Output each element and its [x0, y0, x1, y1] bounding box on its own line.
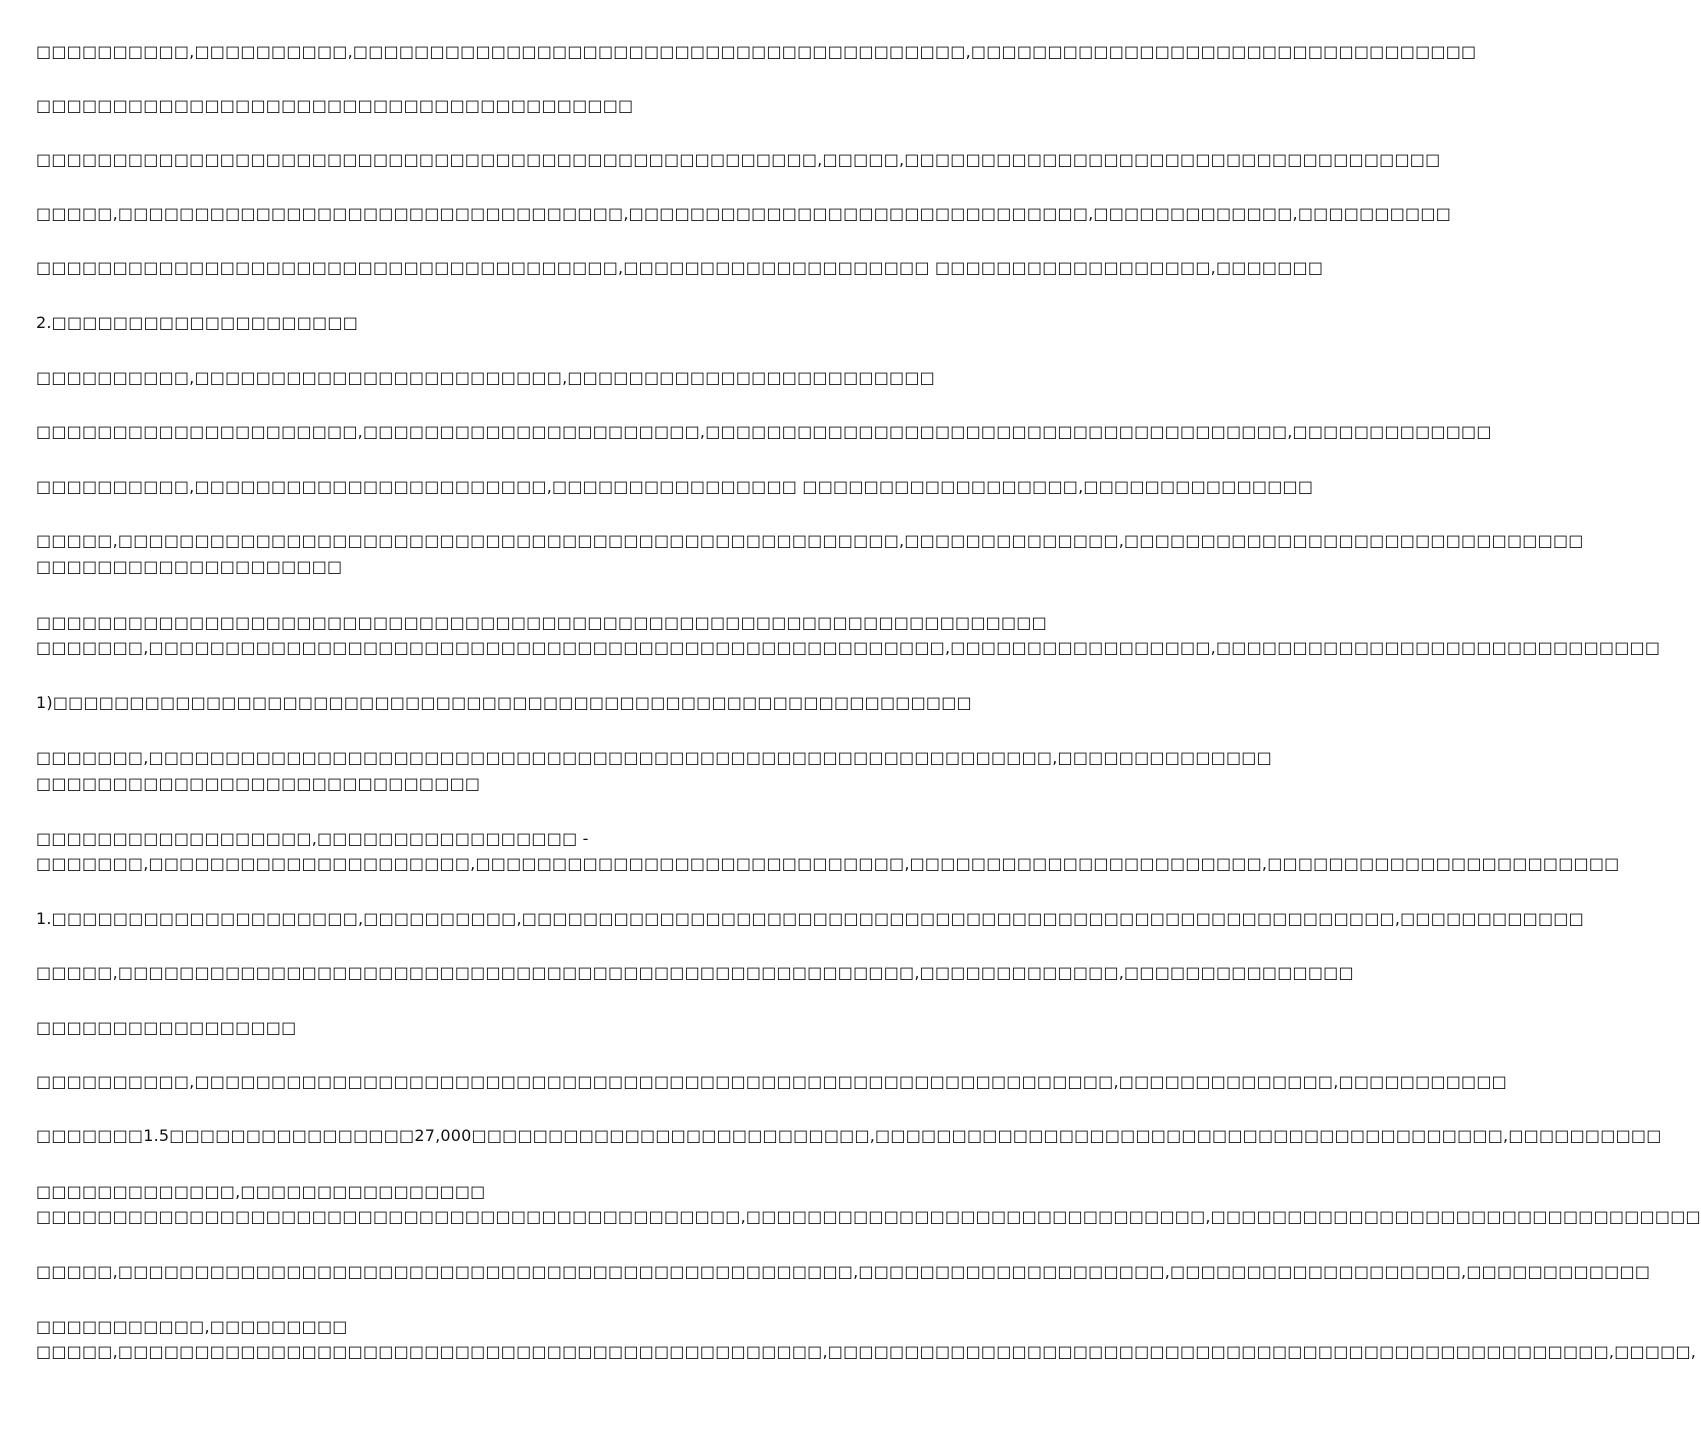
text-line: □□□□□□□□□□,□□□□□□□□□□□□□□□□□□□□□□□□□□□□□□□□□□□□□□□□□□□□□□□□□□□□□□□□□□□□,□□□□□□□□□□□□□□,□□□□□□□□□□□	[36, 1072, 1507, 1091]
text-line: □□□□□□□□□□□□□□□□□□□□□□□□□□□□□□□□□□□□□□□□□□□□□□□□□□□□□□□□□□□□□□□□□□	[36, 613, 1047, 632]
text-line: □□□□□□□□□□□□□□□□□□□□□□□□□□□□□□□□□□□□□□□□□□□□□□,□□□□□□□□□□□□□□□□□□□□□□□□□□□□□□,□□□□□□□□□□□□□□□□□□□□□□□□□□□□□□□□	[36, 1207, 1701, 1226]
text-line: □□□□□□□,□□□□□□□□□□□□□□□□□□□□□,□□□□□□□□□□□□□□□□□□□□□□□□□□□□,□□□□□□□□□□□□□□□□□□□□□□□,□□□□□□□□□□□□□□□□□□□□□□□	[36, 854, 1620, 873]
text-line: □□□□□□□□□□□□□□□□□□□□	[36, 557, 343, 576]
text-line: □□□□□□□□□□□,□□□□□□□□□	[36, 1317, 348, 1336]
text-line: □□□□□□□□□□,□□□□□□□□□□□□□□□□□□□□□□□,□□□□□□□□□□□□□□□□ □□□□□□□□□□□□□□□□□□,□□□□□□□□□□□□□□□	[36, 477, 1314, 496]
text-line: □□□□□,□□□□□□□□□□□□□□□□□□□□□□□□□□□□□□□□□□□□□□□□□□□□□□□□□□□,□□□□□□□□□□□□□□,□□□□□□□□□□□□□□□□□□□□□□□□□□□□□□	[36, 531, 1584, 550]
text-line: 1.□□□□□□□□□□□□□□□□□□□□,□□□□□□□□□□,□□□□□□□□□□□□□□□□□□□□□□□□□□□□□□□□□□□□□□□□□□□□□□□□□□□□□□□□□,□□□□□□□□□□□□	[36, 909, 1584, 928]
text-line: □□□□□□□□□□□□□□□□□□□□□□□□□□□□□	[36, 774, 481, 793]
text-line: □□□□□□□□□□,□□□□□□□□□□□□□□□□□□□□□□□□,□□□□□□□□□□□□□□□□□□□□□□□□	[36, 368, 935, 387]
text-line: □□□□□□□□□□,□□□□□□□□□□,□□□□□□□□□□□□□□□□□□□□□□□□□□□□□□□□□□□□□□□□,□□□□□□□□□□□□□□□□□□□□□□□□□□□□□□□□□	[36, 42, 1477, 61]
text-line: □□□□□□□□□□□□□□□□□□□□□□□□□□□□□□□□□□□□□□,□□□□□□□□□□□□□□□□□□□□ □□□□□□□□□□□□□□□□□□,□□□□□□□	[36, 258, 1324, 277]
text-line: 1)□□□□□□□□□□□□□□□□□□□□□□□□□□□□□□□□□□□□□□□□□□□□□□□□□□□□□□□□□□□□	[36, 693, 972, 712]
text-line: □□□□□□□1.5□□□□□□□□□□□□□□□□27,000□□□□□□□□□□□□□□□□□□□□□□□□□□,□□□□□□□□□□□□□□□□□□□□□□□□□□□□□□□□□□□□□□□□□,□□□□□□□□□□	[36, 1126, 1662, 1145]
text-line: □□□□□□□,□□□□□□□□□□□□□□□□□□□□□□□□□□□□□□□□□□□□□□□□□□□□□□□□□□□□□□□□□□□,□□□□□□□□□□□□□□	[36, 748, 1272, 767]
text-line: □□□□□□□□□□□□□,□□□□□□□□□□□□□□□□	[36, 1182, 486, 1201]
text-line: □□□□□,□□□□□□□□□□□□□□□□□□□□□□□□□□□□□□□□□,□□□□□□□□□□□□□□□□□□□□□□□□□□□□□□,□□□□□□□□□□□□□,□□□□□□□□□□	[36, 204, 1452, 223]
text-line: □□□□□□□□□□□□□□□□□	[36, 1018, 297, 1037]
text-line: 2.□□□□□□□□□□□□□□□□□□□□	[36, 313, 359, 332]
text-line: □□□□□,□□□□□□□□□□□□□□□□□□□□□□□□□□□□□□□□□□□□□□□□□□□□□□,□□□□□□□□□□□□□□□□□□□□□□□□□□□□□□□□□□□□□□□□□□□□□□□□□□□,□□□□□,	[36, 1342, 1697, 1361]
text-line: □□□□□,□□□□□□□□□□□□□□□□□□□□□□□□□□□□□□□□□□□□□□□□□□□□□□□□□□□□,□□□□□□□□□□□□□,□□□□□□□□□□□□□□□	[36, 963, 1354, 982]
text-line: □□□□□□□□□□□□□□□□□□□□□,□□□□□□□□□□□□□□□□□□□□□□,□□□□□□□□□□□□□□□□□□□□□□□□□□□□□□□□□□□□□□,□□□□□□□□□□□□□	[36, 422, 1492, 441]
document-page	[36, 0, 1701, 1449]
text-line: □□□□□□□□□□□□□□□□□□□□□□□□□□□□□□□□□□□□□□□□□□□□□□□□□□□,□□□□□,□□□□□□□□□□□□□□□□□□□□□□□□□□□□□□□□□□□	[36, 150, 1441, 169]
text-line: □□□□□,□□□□□□□□□□□□□□□□□□□□□□□□□□□□□□□□□□□□□□□□□□□□□□□□,□□□□□□□□□□□□□□□□□□□□,□□□□□□□□□□□□□□□□□□□,□□□□□□□□□□□□	[36, 1262, 1651, 1281]
text-line: □□□□□□□,□□□□□□□□□□□□□□□□□□□□□□□□□□□□□□□□□□□□□□□□□□□□□□□□□□□□,□□□□□□□□□□□□□□□□□,□□□□□□□□□□□□□□□□□□□□□□□□□□□□□	[36, 638, 1661, 657]
text-line: □□□□□□□□□□□□□□□□□□□□□□□□□□□□□□□□□□□□□□□	[36, 96, 634, 115]
text-line: □□□□□□□□□□□□□□□□□□,□□□□□□□□□□□□□□□□□ -	[36, 829, 589, 848]
